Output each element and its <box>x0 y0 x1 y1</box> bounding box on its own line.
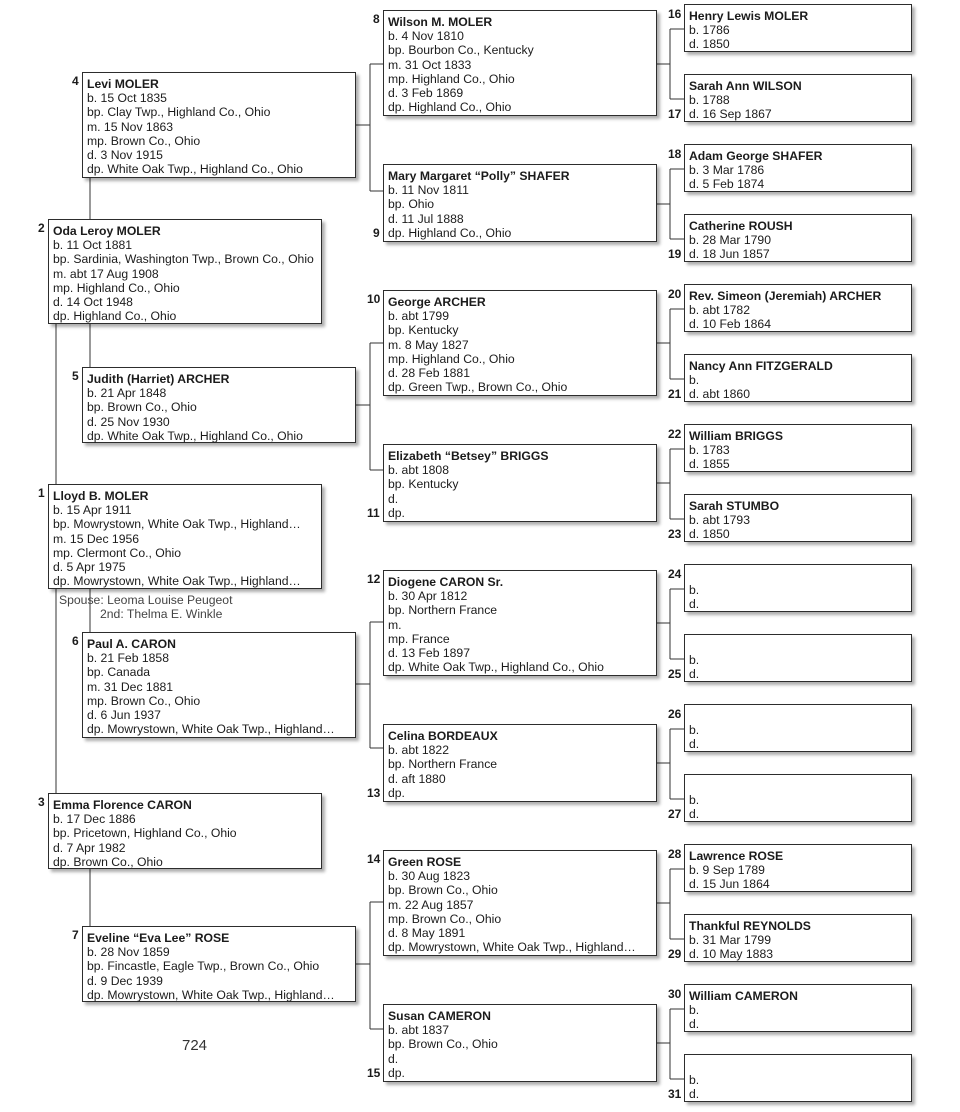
person-4-marriage-place: mp. Brown Co., Ohio <box>87 133 201 148</box>
person-7-death-place: dp. Mowrystown, White Oak Twp., Highland… <box>87 987 335 1002</box>
person-2-marriage: m. abt 17 Aug 1908 <box>53 266 159 281</box>
person-12-birthplace: bp. Northern France <box>388 603 498 618</box>
person-9-death-place: dp. Highland Co., Ohio <box>388 225 512 240</box>
person-12-box[interactable] <box>383 570 657 676</box>
person-8-number: 8 <box>373 12 380 26</box>
second-spouse-line: 2nd: Thelma E. Winkle <box>100 607 223 621</box>
person-5-birth: b. 21 Apr 1848 <box>87 386 167 401</box>
person-15-death: d. <box>388 1051 399 1066</box>
person-12-death: d. 13 Feb 1897 <box>388 645 470 660</box>
person-6-marriage-place: mp. Brown Co., Ohio <box>87 693 201 708</box>
person-23-name: Sarah STUMBO <box>689 499 780 513</box>
person-23-number: 23 <box>668 527 682 541</box>
person-8-death: d. 3 Feb 1869 <box>388 85 464 100</box>
person-31-name <box>689 1059 907 1073</box>
person-12-marriage: m. <box>388 617 402 632</box>
person-29-death: d. 10 May 1883 <box>689 947 774 962</box>
person-5-box[interactable] <box>82 367 356 443</box>
person-28-death: d. 15 Jun 1864 <box>689 877 770 892</box>
person-1-name: Lloyd B. MOLER <box>53 489 149 503</box>
person-4-number: 4 <box>72 74 79 88</box>
person-3-birth: b. 17 Dec 1886 <box>53 812 136 827</box>
page-number: 724 <box>182 1037 208 1054</box>
person-28-birth: b. 9 Sep 1789 <box>689 863 765 878</box>
person-14-death-place: dp. Mowrystown, White Oak Twp., Highland… <box>388 940 636 955</box>
person-14-marriage-place: mp. Brown Co., Ohio <box>388 911 502 926</box>
person-8-birth: b. 4 Nov 1810 <box>388 29 464 44</box>
person-4-birth: b. 15 Oct 1835 <box>87 91 167 106</box>
person-20-box[interactable] <box>684 284 912 332</box>
person-28-name: Lawrence ROSE <box>689 849 784 863</box>
person-15-death-place: dp. <box>388 1065 405 1080</box>
person-14-number: 14 <box>367 852 381 866</box>
person-10-name: George ARCHER <box>388 295 486 309</box>
person-8-name: Wilson M. MOLER <box>388 15 493 29</box>
person-10-box[interactable] <box>383 290 657 396</box>
person-16-name: Henry Lewis MOLER <box>689 9 809 23</box>
person-16-death: d. 1850 <box>689 37 730 52</box>
person-21-death: d. abt 1860 <box>689 387 750 402</box>
person-21-number: 21 <box>668 387 682 401</box>
person-31-death: d. <box>689 1087 700 1102</box>
person-6-death-place: dp. Mowrystown, White Oak Twp., Highland… <box>87 722 335 737</box>
person-1-box[interactable] <box>48 484 322 589</box>
person-30-box[interactable] <box>684 984 912 1032</box>
person-26-box[interactable] <box>684 704 912 752</box>
person-30-birth: b. <box>689 1003 700 1018</box>
person-15-number: 15 <box>367 1066 381 1080</box>
person-5-number: 5 <box>72 369 79 383</box>
person-2-number: 2 <box>38 221 45 235</box>
person-13-death-place: dp. <box>388 785 405 800</box>
person-7-number: 7 <box>72 928 79 942</box>
person-27-name <box>689 779 907 793</box>
person-22-box[interactable] <box>684 424 912 472</box>
person-27-death: d. <box>689 807 700 822</box>
person-7-name: Eveline “Eva Lee” ROSE <box>87 931 230 945</box>
person-6-marriage: m. 31 Dec 1881 <box>87 679 174 694</box>
person-20-birth: b. abt 1782 <box>689 303 750 318</box>
person-1-death-place: dp. Mowrystown, White Oak Twp., Highland… <box>53 574 301 589</box>
person-3-death: d. 7 Apr 1982 <box>53 840 126 855</box>
person-12-number: 12 <box>367 572 381 586</box>
person-8-death-place: dp. Highland Co., Ohio <box>388 100 512 115</box>
person-25-number: 25 <box>668 667 682 681</box>
person-8-marriage-place: mp. Highland Co., Ohio <box>388 71 515 86</box>
person-6-number: 6 <box>72 634 79 648</box>
person-15-birthplace: bp. Brown Co., Ohio <box>388 1037 498 1052</box>
person-19-birth: b. 28 Mar 1790 <box>689 233 771 248</box>
person-13-birth: b. abt 1822 <box>388 743 449 758</box>
person-2-death-place: dp. Highland Co., Ohio <box>53 309 177 324</box>
person-13-death: d. aft 1880 <box>388 771 446 786</box>
person-13-name: Celina BORDEAUX <box>388 729 498 743</box>
person-14-marriage: m. 22 Aug 1857 <box>388 897 474 912</box>
person-22-name: William BRIGGS <box>689 429 784 443</box>
person-28-box[interactable] <box>684 844 912 892</box>
person-25-box[interactable] <box>684 634 912 682</box>
person-4-death-place: dp. White Oak Twp., Highland Co., Ohio <box>87 162 303 177</box>
person-28-number: 28 <box>668 847 682 861</box>
person-11-birth: b. abt 1808 <box>388 463 449 478</box>
person-14-name: Green ROSE <box>388 855 462 869</box>
person-20-number: 20 <box>668 287 682 301</box>
person-26-death: d. <box>689 737 700 752</box>
person-7-birthplace: bp. Fincastle, Eagle Twp., Brown Co., Ohio <box>87 959 320 974</box>
person-22-death: d. 1855 <box>689 457 730 472</box>
person-6-box[interactable] <box>82 632 356 738</box>
person-4-birthplace: bp. Clay Twp., Highland Co., Ohio <box>87 105 271 120</box>
person-10-death: d. 28 Feb 1881 <box>388 365 470 380</box>
person-27-number: 27 <box>668 807 682 821</box>
person-24-number: 24 <box>668 567 682 581</box>
person-16-box[interactable] <box>684 4 912 52</box>
person-9-death: d. 11 Jul 1888 <box>388 211 464 226</box>
person-17-death: d. 16 Sep 1867 <box>689 107 772 122</box>
person-5-death-place: dp. White Oak Twp., Highland Co., Ohio <box>87 428 303 443</box>
person-2-name: Oda Leroy MOLER <box>53 224 161 238</box>
person-4-name: Levi MOLER <box>87 77 159 91</box>
person-12-death-place: dp. White Oak Twp., Highland Co., Ohio <box>388 660 604 675</box>
person-5-birthplace: bp. Brown Co., Ohio <box>87 400 197 415</box>
person-7-birth: b. 28 Nov 1859 <box>87 945 170 960</box>
person-2-death: d. 14 Oct 1948 <box>53 294 133 309</box>
person-21-birth: b. <box>689 373 700 388</box>
person-21-box[interactable] <box>684 354 912 402</box>
person-12-marriage-place: mp. France <box>388 631 450 646</box>
person-13-number: 13 <box>367 786 381 800</box>
person-10-marriage-place: mp. Highland Co., Ohio <box>388 351 515 366</box>
person-29-name: Thankful REYNOLDS <box>689 919 811 933</box>
person-16-number: 16 <box>668 7 682 21</box>
person-27-birth: b. <box>689 793 700 808</box>
person-3-number: 3 <box>38 795 45 809</box>
person-24-box[interactable] <box>684 564 912 612</box>
person-1-birth: b. 15 Apr 1911 <box>53 503 132 518</box>
person-6-name: Paul A. CARON <box>87 637 176 651</box>
person-30-number: 30 <box>668 987 682 1001</box>
person-15-birth: b. abt 1837 <box>388 1023 449 1038</box>
person-17-number: 17 <box>668 107 682 121</box>
person-20-death: d. 10 Feb 1864 <box>689 317 771 332</box>
person-10-death-place: dp. Green Twp., Brown Co., Ohio <box>388 380 568 395</box>
person-25-name <box>689 639 907 653</box>
person-17-name: Sarah Ann WILSON <box>689 79 802 93</box>
person-10-birthplace: bp. Kentucky <box>388 323 459 338</box>
person-19-name: Catherine ROUSH <box>689 219 793 233</box>
person-25-death: d. <box>689 667 700 682</box>
person-9-name: Mary Margaret “Polly” SHAFER <box>388 169 570 183</box>
person-11-number: 11 <box>367 506 380 520</box>
person-18-birth: b. 3 Mar 1786 <box>689 163 765 178</box>
person-27-box[interactable] <box>684 774 912 822</box>
person-3-box[interactable] <box>48 793 322 869</box>
person-6-death: d. 6 Jun 1937 <box>87 707 161 722</box>
person-8-box[interactable] <box>383 10 657 116</box>
person-22-number: 22 <box>668 427 682 441</box>
person-9-box[interactable] <box>383 164 657 242</box>
person-4-death: d. 3 Nov 1915 <box>87 147 163 162</box>
person-14-birthplace: bp. Brown Co., Ohio <box>388 883 498 898</box>
person-24-name <box>689 569 907 583</box>
person-11-birthplace: bp. Kentucky <box>388 477 459 492</box>
person-26-birth: b. <box>689 723 700 738</box>
person-18-death: d. 5 Feb 1874 <box>689 177 765 192</box>
person-21-name: Nancy Ann FITZGERALD <box>689 359 833 373</box>
person-23-birth: b. abt 1793 <box>689 513 750 528</box>
person-4-box[interactable] <box>82 72 356 178</box>
person-18-number: 18 <box>668 147 682 161</box>
person-24-birth: b. <box>689 583 700 598</box>
person-7-death: d. 9 Dec 1939 <box>87 973 163 988</box>
person-23-death: d. 1850 <box>689 527 730 542</box>
person-3-name: Emma Florence CARON <box>53 798 192 812</box>
person-19-death: d. 18 Jun 1857 <box>689 247 770 262</box>
person-9-birth: b. 11 Nov 1811 <box>388 183 469 198</box>
person-13-birthplace: bp. Northern France <box>388 757 498 772</box>
person-26-number: 26 <box>668 707 682 721</box>
person-15-box[interactable] <box>383 1004 657 1082</box>
person-10-marriage: m. 8 May 1827 <box>388 337 469 352</box>
person-1-marriage-place: mp. Clermont Co., Ohio <box>53 545 182 560</box>
person-3-birthplace: bp. Pricetown, Highland Co., Ohio <box>53 826 237 841</box>
person-12-birth: b. 30 Apr 1812 <box>388 589 468 604</box>
person-23-box[interactable] <box>684 494 912 542</box>
person-14-birth: b. 30 Aug 1823 <box>388 869 471 884</box>
person-22-birth: b. 1783 <box>689 443 730 458</box>
person-18-box[interactable] <box>684 144 912 192</box>
person-14-box[interactable] <box>383 850 657 956</box>
person-10-birth: b. abt 1799 <box>388 309 449 324</box>
person-1-number: 1 <box>38 486 45 500</box>
person-8-marriage: m. 31 Oct 1833 <box>388 57 472 72</box>
person-31-birth: b. <box>689 1073 700 1088</box>
person-4-marriage: m. 15 Nov 1863 <box>87 119 174 134</box>
person-30-name: William CAMERON <box>689 989 798 1003</box>
person-8-birthplace: bp. Bourbon Co., Kentucky <box>388 43 534 58</box>
person-1-birthplace: bp. Mowrystown, White Oak Twp., Highland… <box>53 517 301 532</box>
person-19-number: 19 <box>668 247 682 261</box>
person-7-box[interactable] <box>82 926 356 1002</box>
person-1-marriage: m. 15 Dec 1956 <box>53 531 140 546</box>
person-2-marriage-place: mp. Highland Co., Ohio <box>53 280 180 295</box>
person-3-death-place: dp. Brown Co., Ohio <box>53 854 163 869</box>
person-18-name: Adam George SHAFER <box>689 149 823 163</box>
person-29-birth: b. 31 Mar 1799 <box>689 933 771 948</box>
person-1-death: d. 5 Apr 1975 <box>53 559 126 574</box>
spouse-line: Spouse: Leoma Louise Peugeot <box>59 593 233 607</box>
person-11-death-place: dp. <box>388 505 405 520</box>
person-14-death: d. 8 May 1891 <box>388 925 466 940</box>
person-31-box[interactable] <box>684 1054 912 1102</box>
person-24-death: d. <box>689 597 700 612</box>
person-20-name: Rev. Simeon (Jeremiah) ARCHER <box>689 289 882 303</box>
person-25-birth: b. <box>689 653 700 668</box>
person-9-number: 9 <box>373 226 380 240</box>
person-12-name: Diogene CARON Sr. <box>388 575 504 589</box>
person-11-death: d. <box>388 491 399 506</box>
person-2-birth: b. 11 Oct 1881 <box>53 238 133 253</box>
person-9-birthplace: bp. Ohio <box>388 197 435 212</box>
person-2-box[interactable] <box>48 219 322 324</box>
person-15-name: Susan CAMERON <box>388 1009 491 1023</box>
person-29-number: 29 <box>668 947 682 961</box>
person-10-number: 10 <box>367 292 381 306</box>
person-13-box[interactable] <box>383 724 657 802</box>
person-31-number: 31 <box>668 1087 682 1101</box>
person-26-name <box>689 709 907 723</box>
person-19-box[interactable] <box>684 214 912 262</box>
person-5-name: Judith (Harriet) ARCHER <box>87 372 230 386</box>
person-11-box[interactable] <box>383 444 657 522</box>
person-6-birthplace: bp. Canada <box>87 665 151 680</box>
person-6-birth: b. 21 Feb 1858 <box>87 651 169 666</box>
person-17-birth: b. 1788 <box>689 93 730 108</box>
person-5-death: d. 25 Nov 1930 <box>87 414 170 429</box>
person-11-name: Elizabeth “Betsey” BRIGGS <box>388 449 549 463</box>
person-16-birth: b. 1786 <box>689 23 730 38</box>
person-2-birthplace: bp. Sardinia, Washington Twp., Brown Co., Ohio <box>53 252 314 267</box>
person-29-box[interactable] <box>684 914 912 962</box>
person-17-box[interactable] <box>684 74 912 122</box>
person-30-death: d. <box>689 1017 700 1032</box>
